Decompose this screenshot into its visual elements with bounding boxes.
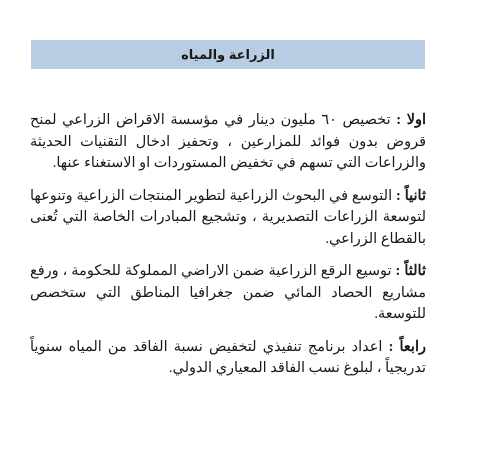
section-title-bar (31, 40, 425, 69)
paragraph-lead: اولا : (396, 112, 427, 128)
paragraph-fourth (30, 337, 426, 380)
paragraph-third (30, 261, 426, 326)
paragraph-second (30, 186, 426, 251)
paragraph-text: اعداد برنامج تنفيذي لتخفيض نسبة الفاقد من المياه سنوياً تدريجياً ، لبلوغ نسب الفاقد المعياري الدولي. (30, 338, 426, 376)
paragraph-text: التوسع في البحوث الزراعية لتطوير المنتجات الزراعية وتنوعها لتوسعة الزراعات التصديرية ، وتشجيع المبادرات الخاصة التي تُعنى بالقطاع الزراعي. (30, 187, 426, 247)
paragraph-text: تخصيص ٦٠ مليون دينار في مؤسسة الاقراض الزراعي لمنح قروض بدون فوائد للمزارعين ، وتحفيز ادخال التقنيات الحديثة والزراعات التي تسهم في تخفيض المستوردات او الاستغناء عنها. (30, 112, 426, 171)
paragraph-lead: ثانياً : (396, 187, 426, 204)
paragraph-lead: رابعاً : (388, 338, 426, 355)
paragraph-text: توسيع الرقع الزراعية ضمن الاراضي المملوكة للحكومة ، ورفع مشاريع الحصاد المائي ضمن جغرافيا المناطق التي ستخصص للتوسعة. (30, 263, 426, 322)
document-body (30, 110, 426, 391)
paragraph-first (30, 110, 426, 175)
section-title: الزراعة والمياه (181, 46, 275, 62)
paragraph-lead: ثالثاً : (395, 263, 427, 279)
